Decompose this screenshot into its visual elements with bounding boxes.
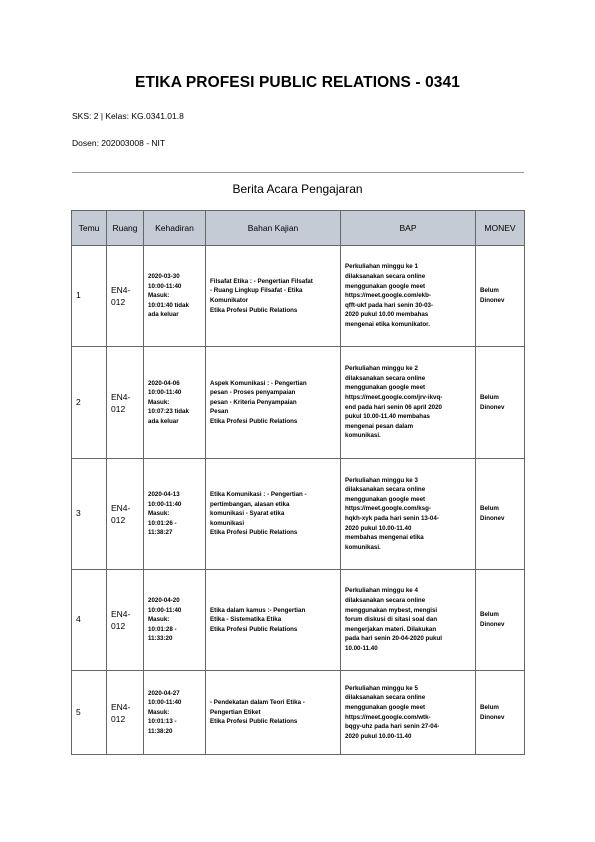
- temu-cell: 4: [72, 570, 107, 671]
- temu-cell: 2: [72, 347, 107, 459]
- teaching-record-table: [71, 210, 525, 755]
- bahan-kajian-cell: Aspek Komunikasi : - Pengertian pesan - Proses penyampaian pesan - Kriteria Penyampaian Pesan Etika Profesi Public Relations: [206, 347, 341, 459]
- ruang-cell: EN4- 012: [107, 459, 144, 570]
- table-row: [72, 459, 525, 570]
- temu-cell: 3: [72, 459, 107, 570]
- table-row: [72, 246, 525, 347]
- temu-cell: 5: [72, 671, 107, 755]
- col-header-bahan-kajian: Bahan Kajian: [206, 211, 341, 246]
- kehadiran-cell: 2020-04-20 10:00-11:40 Masuk: 10:01:28 - 11:33:20: [144, 570, 206, 671]
- sks-class-info: SKS: 2 | Kelas: KG.0341.01.8: [72, 111, 184, 121]
- divider: [72, 172, 524, 173]
- col-header-bap: BAP: [341, 211, 476, 246]
- bap-cell: Perkuliahan minggu ke 5 dilaksanakan secara online menggunakan google meet https://meet.google.com/wtk- bqgy-uhz pada hari senin 27-04- 2020 pukul 10.00-11.40: [341, 671, 476, 755]
- col-header-temu: Temu: [72, 211, 107, 246]
- bahan-kajian-cell: - Pendekatan dalam Teori Etika - Pengertian Etiket Etika Profesi Public Relations: [206, 671, 341, 755]
- monev-cell: Belum Dinonev: [476, 459, 525, 570]
- kehadiran-cell: 2020-04-27 10:00-11:40 Masuk: 10:01:13 - 11:38:20: [144, 671, 206, 755]
- bap-cell: Perkuliahan minggu ke 4 dilaksanakan secara online menggunakan mybest, mengisi forum diskusi di sitasi soal dan mengerjakan materi. Dilakukan pada hari senin 20-04-2020 pukul 10.00-11.40: [341, 570, 476, 671]
- col-header-monev: MONEV: [476, 211, 525, 246]
- monev-cell: Belum Dinonev: [476, 246, 525, 347]
- bahan-kajian-cell: Etika dalam kamus :- Pengertian Etika - Sistematika Etika Etika Profesi Public Relations: [206, 570, 341, 671]
- bahan-kajian-cell: Filsafat Etika : - Pengertian Filsafat - Ruang Lingkup Filsafat - Etika Komunikator Etika Profesi Public Relations: [206, 246, 341, 347]
- bap-cell: Perkuliahan minggu ke 3 dilaksanakan secara online menggunakan google meet https://meet.google.com/ksg- hqkh-xyk pada hari senin 13-04- 2020 pukul 10.00-11.40 membahas mengenai etika komunikasi.: [341, 459, 476, 570]
- kehadiran-cell: 2020-03-30 10:00-11:40 Masuk: 10:01:40 tidak ada keluar: [144, 246, 206, 347]
- temu-cell: 1: [72, 246, 107, 347]
- monev-cell: Belum Dinonev: [476, 347, 525, 459]
- kehadiran-cell: 2020-04-13 10:00-11:40 Masuk: 10:01:26 - 11:38:27: [144, 459, 206, 570]
- page-title: ETIKA PROFESI PUBLIC RELATIONS - 0341: [135, 74, 460, 91]
- monev-cell: Belum Dinonev: [476, 570, 525, 671]
- ruang-cell: EN4- 012: [107, 347, 144, 459]
- col-header-kehadiran: Kehadiran: [144, 211, 206, 246]
- table-row: [72, 570, 525, 671]
- ruang-cell: EN4- 012: [107, 246, 144, 347]
- bahan-kajian-cell: Etika Komunikasi : - Pengertian - pertimbangan, alasan etika komunikasi - Syarat etika komunikasi Etika Profesi Public Relations: [206, 459, 341, 570]
- col-header-ruang: Ruang: [107, 211, 144, 246]
- bap-cell: Perkuliahan minggu ke 1 dilaksanakan secara online menggunakan google meet https://meet.google.com/ekb- qfft-ukf pada hari senin 30-03- 2020 pukul 10.00 membahas mengenai etika komunikator.: [341, 246, 476, 347]
- monev-cell: Belum Dinonev: [476, 671, 525, 755]
- ruang-cell: EN4- 012: [107, 671, 144, 755]
- kehadiran-cell: 2020-04-06 10:00-11:40 Masuk: 10:07:23 tidak ada keluar: [144, 347, 206, 459]
- table-row: [72, 347, 525, 459]
- lecturer-info: Dosen: 202003008 - NIT: [72, 138, 166, 148]
- section-title: Berita Acara Pengajaran: [232, 182, 363, 196]
- table-header-row: [72, 211, 525, 246]
- bap-cell: Perkuliahan minggu ke 2 dilaksanakan secara online menggunakan google meet https://meet.google.com/jrv-ikvq- end pada hari senin 06 april 2020 pukul 10.00-11.40 membahas mengenai pesan dalam komunikasi.: [341, 347, 476, 459]
- table-row: [72, 671, 525, 755]
- ruang-cell: EN4- 012: [107, 570, 144, 671]
